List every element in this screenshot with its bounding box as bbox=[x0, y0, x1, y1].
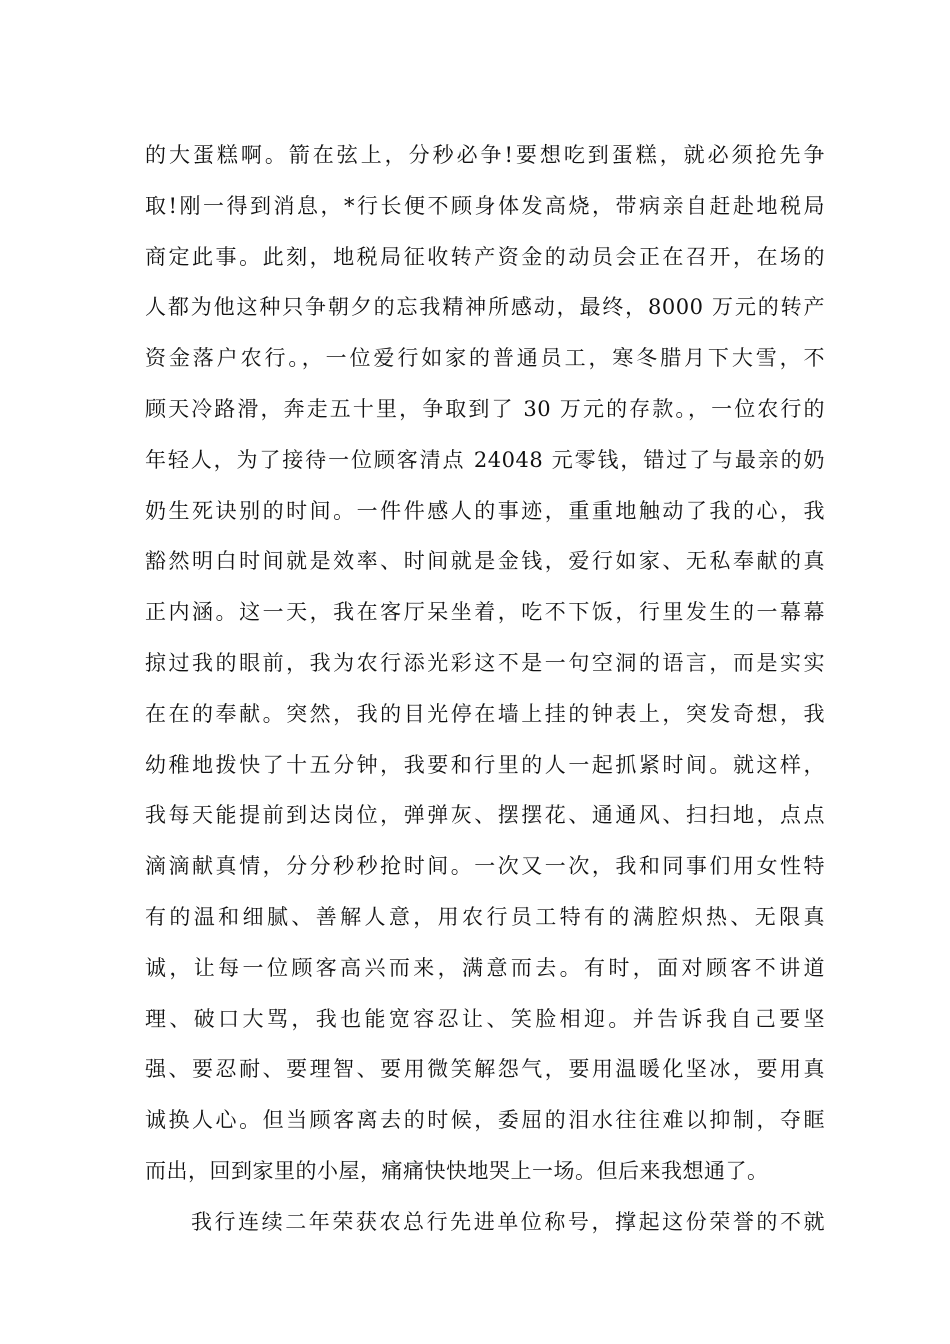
text-line-1: 的大蛋糕啊。箭在弦上，分秒必争!要想吃到蛋糕，就必须抢先争 bbox=[145, 143, 825, 167]
text-line-9: 豁然明白时间就是效率、时间就是金钱，爱行如家、无私奉献的真 bbox=[145, 549, 825, 574]
text-line-5: 资金落户农行。，一位爱行如家的普通员工，寒冬腊月下大雪，不 bbox=[145, 346, 825, 371]
text-line-19: 强、要忍耐、要理智、要用微笑解怨气，要用温暖化坚冰，要用真 bbox=[145, 1057, 825, 1082]
text-line-8: 奶生死诀别的时间。一件件感人的事迹，重重地触动了我的心，我 bbox=[145, 498, 825, 523]
text-line-3: 商定此事。此刻，地税局征收转产资金的动员会正在召开，在场的 bbox=[145, 244, 825, 269]
text-line-13: 幼稚地拨快了十五分钟，我要和行里的人一起抓紧时间。就这样， bbox=[145, 752, 825, 777]
text-line-7: 年轻人，为了接待一位顾客清点 24048 元零钱，错过了与最亲的奶 bbox=[145, 447, 825, 472]
text-line-15: 滴滴献真情，分分秒秒抢时间。一次又一次，我和同事们用女性特 bbox=[145, 854, 825, 879]
text-line-10: 正内涵。这一天，我在客厅呆坐着，吃不下饭，行里发生的一幕幕 bbox=[145, 600, 825, 625]
text-line-17: 诚，让每一位顾客高兴而来，满意而去。有时，面对顾客不讲道 bbox=[145, 955, 825, 980]
text-line-22: 我行连续二年荣获农总行先进单位称号，撑起这份荣誉的不就 bbox=[191, 1209, 825, 1234]
text-line-2: 取!刚一得到消息，*行长便不顾身体发高烧，带病亲自赶赴地税局 bbox=[145, 193, 825, 218]
text-line-16: 有的温和细腻、善解人意，用农行员工特有的满腔炽热、无限真 bbox=[145, 904, 825, 929]
text-line-14: 我每天能提前到达岗位，弹弹灰、摆摆花、通通风、扫扫地，点点 bbox=[145, 803, 825, 828]
text-line-20: 诚换人心。但当顾客离去的时候，委屈的泪水往往难以抑制，夺眶 bbox=[145, 1108, 825, 1133]
text-line-12: 在在的奉献。突然，我的目光停在墙上挂的钟表上，突发奇想，我 bbox=[145, 701, 825, 726]
text-line-4: 人都为他这种只争朝夕的忘我精神所感动，最终，8000 万元的转产 bbox=[145, 295, 825, 320]
text-line-21: 而出，回到家里的小屋，痛痛快快地哭上一场。但后来我想通了。 bbox=[145, 1158, 769, 1183]
body-text bbox=[145, 130, 825, 1248]
text-line-6: 顾天冷路滑，奔走五十里，争取到了 30 万元的存款。，一位农行的 bbox=[145, 396, 825, 421]
text-line-11: 掠过我的眼前，我为农行添光彩这不是一句空洞的语言，而是实实 bbox=[145, 650, 825, 675]
text-line-18: 理、破口大骂，我也能宽容忍让、笑脸相迎。并告诉我自己要坚 bbox=[145, 1006, 825, 1031]
